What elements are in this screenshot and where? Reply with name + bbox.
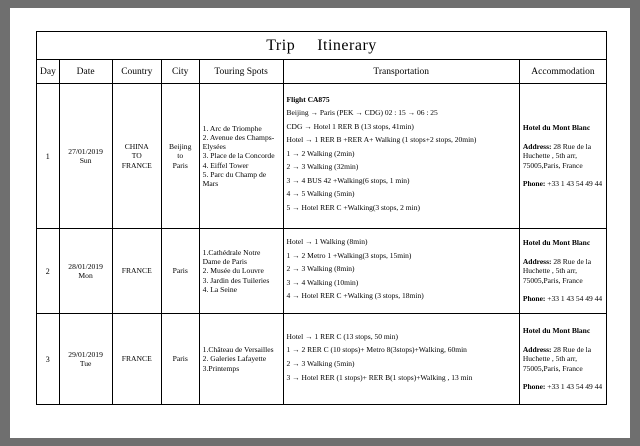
header-touring-spots: Touring Spots	[199, 60, 283, 84]
hotel-phone	[523, 382, 603, 392]
spot-item: 5. Parc du Champ de Mars	[202, 169, 267, 188]
day-cell: 1	[37, 84, 60, 229]
header-city: City	[161, 60, 199, 84]
transport-step: 1 → 2 RER C (10 stops)+ Metro 8(3stops)+Walking, 60min	[286, 345, 467, 355]
address-label: Address:	[522, 141, 552, 151]
transport-step: 3 → Hotel RER (1 stops)+ RER B(1 stops)+Walking , 13 min	[286, 372, 473, 382]
transport-step: Hotel → 1 RER B +RER A+ Walking (1 stops+2 stops, 20min)	[286, 135, 477, 145]
spot-item: 3. Place de la Concorde	[202, 151, 275, 161]
spot-item: 1.Château de Versailles	[202, 345, 274, 355]
hotel-address	[523, 142, 603, 171]
document-page	[10, 8, 630, 438]
touring-spots-cell	[199, 84, 283, 229]
address-value: 28 Rue de la Huchette , 5th arr, 75005,Paris, France	[522, 256, 592, 285]
hotel-name: Hotel du Mont Blanc	[522, 123, 591, 133]
phone-value: +33 1 43 54 49 44	[545, 179, 603, 189]
phone-label: Phone:	[522, 294, 546, 304]
hotel-address	[523, 257, 603, 286]
address-value: 28 Rue de la Huchette , 5th arr, 75005,Paris, France	[522, 344, 592, 373]
hotel-address	[523, 345, 603, 374]
phone-label: Phone:	[522, 179, 546, 189]
spot-item: 1. Arc de Triomphe	[202, 123, 262, 133]
city-cell	[161, 314, 199, 405]
transport-step: Beijing → Paris (PEK → CDG) 02 : 15 → 06 : 25	[286, 107, 438, 117]
accommodation-cell	[519, 314, 606, 405]
transport-step: 2 → 3 Walking (5min)	[286, 359, 355, 368]
transport-step: 4 → 5 Walking (5min)	[286, 189, 355, 199]
hotel-phone	[523, 294, 603, 304]
city-cell	[161, 229, 199, 314]
country-line: CHINA	[124, 141, 149, 151]
transportation-cell	[283, 84, 519, 229]
country-cell	[112, 314, 161, 405]
transport-step: Hotel → 1 RER C (13 stops, 50 min)	[286, 331, 399, 341]
header-accommodation: Accommodation	[519, 60, 606, 84]
spot-item: 4. Eiffel Tower	[202, 160, 249, 170]
address-label: Address:	[522, 344, 552, 354]
country-line: FRANCE	[121, 354, 152, 364]
accommodation-cell	[519, 84, 606, 229]
city-cell	[161, 84, 199, 229]
spot-item: 2. Galeries Lafayette	[202, 354, 267, 364]
table-row	[37, 229, 607, 314]
transport-step: 3 → 4 Walking (10min)	[286, 277, 359, 287]
title-word-1: Trip	[266, 36, 296, 54]
date-value: 28/01/2019	[68, 261, 103, 271]
phone-label: Phone:	[522, 382, 546, 392]
date-value: 29/01/2019	[68, 349, 103, 359]
transport-step: CDG → Hotel 1 RER B (13 stops, 41min)	[286, 121, 414, 131]
flight-number: Flight CA875	[286, 95, 330, 105]
table-row	[37, 84, 607, 229]
country-cell	[112, 229, 161, 314]
spot-item: 1.Cathédrale Notre Dame de Paris	[202, 247, 261, 267]
phone-value: +33 1 43 54 49 44	[545, 382, 603, 392]
table-row	[37, 314, 607, 405]
transport-step: 2 → 3 Walking (8min)	[286, 264, 355, 274]
header-date: Date	[59, 60, 112, 84]
transportation-cell	[283, 314, 519, 405]
itinerary-table	[36, 31, 607, 405]
weekday-value: Sun	[79, 156, 92, 165]
spot-item: 3. Jardin des Tuileries	[202, 275, 270, 285]
transport-step: 3 → 4 BUS 42 +Walking(6 stops, 1 min)	[286, 175, 410, 185]
address-label: Address:	[522, 256, 552, 266]
city-line: Paris	[172, 354, 188, 364]
country-line: FRANCE	[121, 266, 152, 276]
header-day: Day	[37, 60, 60, 84]
spot-item: 2. Musée du Louvre	[202, 266, 264, 276]
day-cell: 2	[37, 229, 60, 314]
day-cell: 3	[37, 314, 60, 405]
country-line: TO	[131, 151, 142, 161]
country-cell	[112, 84, 161, 229]
hotel-phone	[523, 179, 603, 189]
date-cell	[59, 314, 112, 405]
transport-step: 2 → 3 Walking (32min)	[286, 162, 359, 172]
header-country: Country	[112, 60, 161, 84]
transport-step: 5 → Hotel RER C +Walking(3 stops, 2 min)	[286, 203, 420, 213]
date-value: 27/01/2019	[68, 146, 103, 156]
header-transportation: Transportation	[283, 60, 519, 84]
table-title	[37, 32, 607, 60]
touring-spots-cell	[199, 314, 283, 405]
title-word-2: Itinerary	[317, 36, 377, 54]
header-row	[37, 60, 607, 84]
city-line: Paris	[172, 160, 188, 170]
transport-step: 1 → 2 Walking (2min)	[286, 148, 355, 158]
date-cell	[59, 229, 112, 314]
accommodation-cell	[519, 229, 606, 314]
date-cell	[59, 84, 112, 229]
transportation-cell	[283, 229, 519, 314]
city-line: Beijing	[169, 141, 192, 151]
address-value: 28 Rue de la Huchette , 5th arr, 75005,Paris, France	[522, 141, 592, 170]
spot-item: 4. La Seine	[202, 284, 238, 294]
weekday-value: Mon	[78, 271, 93, 280]
country-line: FRANCE	[121, 160, 152, 170]
transport-step: Hotel → 1 Walking (8min)	[286, 237, 368, 247]
hotel-name: Hotel du Mont Blanc	[522, 238, 591, 248]
weekday-value: Tue	[79, 359, 92, 368]
phone-value: +33 1 43 54 49 44	[545, 294, 603, 304]
touring-spots-cell	[199, 229, 283, 314]
city-line: to	[177, 151, 184, 161]
hotel-name: Hotel du Mont Blanc	[522, 326, 591, 336]
city-line: Paris	[172, 266, 188, 276]
transport-step: 4 → Hotel RER C +Walking (3 stops, 18min)	[286, 291, 424, 301]
transport-step: 1 → 2 Metro 1 +Walking(3 stops, 15min)	[286, 250, 412, 260]
spot-item: 3.Printemps	[202, 363, 240, 373]
spot-item: 2. Avenue des Champs-Elysées	[202, 132, 275, 152]
